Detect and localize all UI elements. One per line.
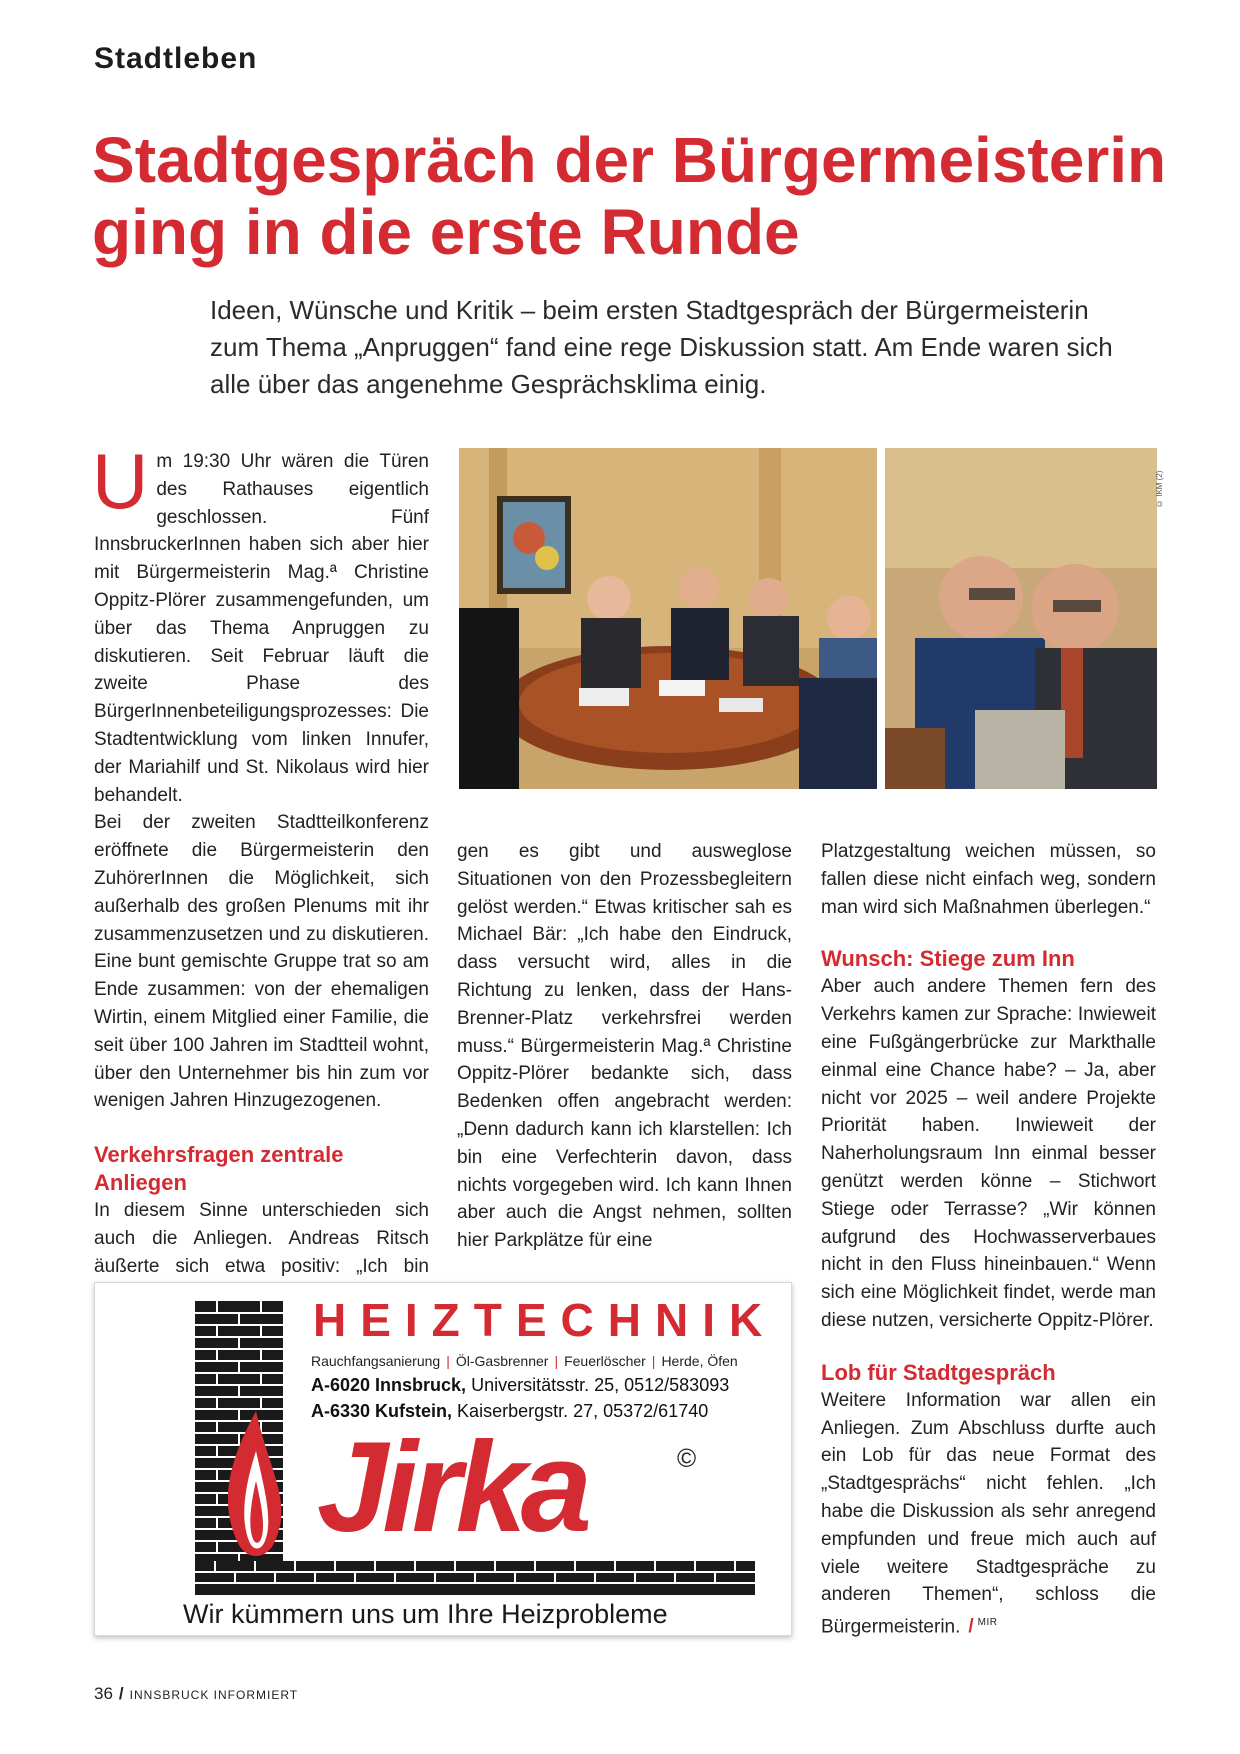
ad-service-1: Rauchfangsanierung [311, 1353, 441, 1369]
paragraph-1-text: m 19:30 Uhr wären die Türen des Rathauses eigentlich geschlossen. Fünf InnsbruckerInnen haben sich aber hier mit Bürgermeisterin Mag.ª Christine Oppitz-Plörer zusammengefunden, um über das Thema Anpruggen zu diskutieren. Seit Februar läuft die zweite Phase des BürgerInnenbeteiligungsprozesses: Die Stadtentwicklung vom linken Innufer, der Mariahilf und St. Nikolaus wird hier behandelt. [94, 451, 429, 806]
photo-meeting-table [459, 448, 877, 789]
article-column-3 [821, 838, 1156, 1641]
page-number: 36 [94, 1684, 113, 1703]
flame-icon [219, 1411, 293, 1581]
subheading-verkehrsfragen: Verkehrsfragen zentrale Anliegen [94, 1142, 344, 1196]
advertisement-jirka[interactable] [94, 1282, 792, 1636]
section-label: Stadtleben [94, 42, 258, 75]
ad-address-1-city: A-6020 Innsbruck, [311, 1375, 467, 1395]
footer-slash: / [118, 1684, 124, 1703]
ad-address-2-city: A-6330 Kufstein, [311, 1401, 453, 1421]
photo-credit: © IKM (2) [1155, 470, 1164, 508]
subheading-stiege: Wunsch: Stiege zum Inn [821, 946, 1075, 972]
separator: | [554, 1353, 559, 1369]
headline [92, 124, 1192, 268]
photo-two-men [885, 448, 1157, 789]
ad-address-1-detail: Universitätsstr. 25, 0512/583093 [466, 1375, 730, 1395]
ad-address-2-detail: Kaiserbergstr. 27, 05372/61740 [452, 1401, 709, 1421]
lead-line-1: Ideen, Wünsche und Kritik – beim ersten Stadtgespräch der Bürgermeisterin [210, 295, 1089, 325]
ad-address-innsbruck [311, 1375, 729, 1396]
ad-slogan: Wir kümmern uns um Ihre Heizprobleme [183, 1599, 668, 1629]
article-paragraph-3-part-2: gen es gibt und ausweglose Situationen von den Prozessbegleitern gelöst werden.“ Etwas kritischer sah es Michael Bär: „Ich habe den Eindruck, dass versucht wird, alles in die Richtung zu lenken, dass der Hans-Brenner-Platz verkehrsfrei werden muss.“ Bürgermeisterin Mag.ª Christine Oppitz-Plörer bedankte sich, dass Bedenken offen angebracht werden: „Denn dadurch kann ich klarstellen: Ich bin eine Verfechterin davon, dass nichts vorgegeben wird. Ich kann Ihnen aber auch die Angst nehmen, sollten hier Parkplätze für eine [457, 841, 792, 1252]
separator: | [446, 1353, 450, 1369]
article-paragraph-4: Aber auch andere Themen fern des Verkehrs kamen zur Sprache: Inwieweit eine Fußgängerbrücke zur Markthalle einmal eine Chance habe? – Ja, aber nicht vor 2025 – weil andere Projekte Priorität haben. Inwieweit der Naherholungsraum Inn einmal besser genützt werden könne – Stichwort Stiege oder Terrasse? „Wir können aufgrund des Hochwasserverbaues nicht in den Fluss hineinbauen.“ Wenn sich eine Möglichkeit findet, werde man diese nutzen, versicherte Oppitz-Plörer. [821, 976, 1156, 1331]
subheading-lob: Lob für Stadtgespräch [821, 1359, 1056, 1385]
article-paragraph-3-part-1: In diesem Sinne unterschieden sich auch die Anliegen. Andreas Ritsch äußerte sich etwa positiv: „Ich bin [94, 1200, 429, 1277]
ad-brand-logo: Jirka [317, 1416, 586, 1559]
drop-cap: U [92, 437, 149, 525]
paragraph-5-text: Weitere Information war allen ein Anliegen. Zum Abschluss durfte auch ein Lob für das neue Format des „Stadtgesprächs“ nicht fehlen. „Ich habe die Diskussion als sehr anregend empfunden und freue mich auch auf viele weitere Stadtgespräche zu anderen Themen“, schloss die Bürgermeisterin. [821, 1389, 1156, 1638]
article-paragraph-2: Bei der zweiten Stadtteilkonferenz eröffnete die Bürgermeisterin den ZuhörerInnen die Möglichkeit, sich außerhalb des großen Plenums mit ihr zusammenzusetzen und zu diskutieren. Eine bunt gemischte Gruppe trat so am Ende zusammen: von der ehemaligen Wirtin, einem Mitglied einer Familie, die seit über 100 Jahren im Stadtteil wohnt, über den Unternehmer bis hin zum vor wenigen Jahren Hinzugezogenen. [94, 812, 429, 1112]
article-paragraph-1 [92, 437, 429, 809]
lead-paragraph [210, 292, 1130, 403]
headline-line-1: Stadtgespräch der Bürgermeisterin [92, 124, 1167, 196]
end-mark: / [968, 1616, 974, 1638]
page-footer [94, 1684, 298, 1704]
article-column-2 [457, 838, 792, 1255]
separator: | [651, 1353, 656, 1369]
ad-service-4: Herde, Öfen [661, 1353, 738, 1369]
author-initials: MIR [977, 1617, 998, 1629]
ad-services [311, 1353, 738, 1369]
article-paragraph-3-part-3: Platzgestaltung weichen müssen, so fallen diese nicht einfach weg, sondern man wird sich Maßnahmen überlegen.“ [821, 841, 1156, 918]
article-paragraph-5 [821, 1387, 1156, 1642]
article-column-1 [92, 437, 429, 1336]
lead-line-3: alle über das angenehme Gesprächsklima einig. [210, 369, 767, 399]
magazine-name: INNSBRUCK INFORMIERT [129, 1688, 299, 1702]
ad-service-2: Öl-Gasbrenner [455, 1353, 549, 1369]
lead-line-2: zum Thema „Anpruggen“ fand eine rege Diskussion statt. Am Ende waren sich [210, 332, 1113, 362]
ad-heading: HEIZTECHNIK [313, 1294, 777, 1346]
ad-copyright: © [677, 1443, 697, 1473]
ad-service-3: Feuerlöscher [564, 1353, 646, 1369]
headline-line-2: ging in die erste Runde [92, 196, 800, 268]
